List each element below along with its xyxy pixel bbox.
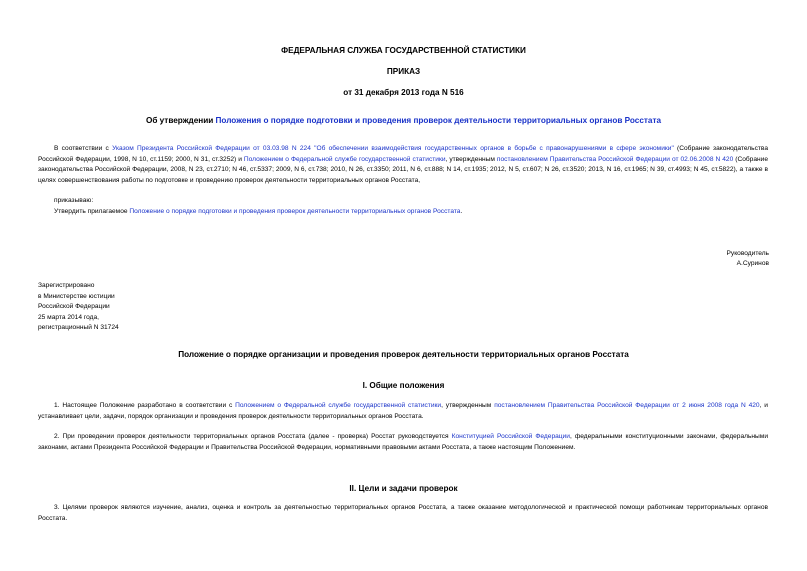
registration-line: в Министерстве юстиции [38, 292, 115, 300]
constitution-link[interactable]: Конституцией Российской Федерации [451, 433, 570, 440]
order-text-prefix: Утвердить прилагаемое [54, 208, 130, 215]
regulation-link[interactable]: Положения о порядке подготовки и проведения проверок деятельности территориальных органов Росстата [215, 116, 662, 125]
preamble-paragraph [38, 144, 768, 186]
registration-line: 25 марта 2014 года, [38, 313, 99, 321]
registration-block [38, 281, 119, 334]
clause-1-text-b: , утвержденным [441, 402, 495, 409]
order-verb: приказываю: [54, 197, 94, 204]
clause-3: 3. Целями проверок являются изучение, анализ, оценка и контроль за деятельностью территориальных органов Росстата, а также оказание методологической и практической помощи работникам территориальных органов Росстата. [38, 504, 768, 522]
signatory-name: А.Суринов [736, 260, 769, 267]
clause-1-statute-link[interactable]: Положением о Федеральной службе государственной статистики [235, 402, 442, 409]
agency-heading: ФЕДЕРАЛЬНАЯ СЛУЖБА ГОСУДАРСТВЕННОЙ СТАТИСТИКИ [281, 46, 526, 55]
approved-regulation-link[interactable]: Положение о порядке подготовки и проведения проверок деятельности территориальных органов Росстата [129, 208, 461, 215]
rosstat-statute-link[interactable]: Положением о Федеральной службе государственной статистики [243, 155, 446, 163]
order-subject [0, 116, 807, 125]
order-date-number: от 31 декабря 2013 года N 516 [343, 88, 464, 97]
presidential-decree-link[interactable]: Указом Президента Российской Федерации от 03.03.98 N 224 "Об обеспечении взаимодействия государственных органов в борьбе с правонарушениями в сфере экономики" [112, 145, 674, 152]
clause-1-resolution-link[interactable]: постановлением Правительства Российской Федерации от 2 июня 2008 года N 420 [494, 402, 760, 409]
section-1-title: I. Общие положения [362, 381, 445, 390]
registration-line: Российской Федерации [38, 303, 110, 311]
clause-1-text-a: 1. Настоящее Положение разработано в соответствии с [54, 402, 236, 409]
order-text-suffix: . [460, 208, 463, 215]
registration-line: Зарегистрировано [38, 282, 95, 289]
government-resolution-link[interactable]: постановлением Правительства Российской Федерации от 02.06.2008 N 420 [496, 155, 734, 163]
preamble-text-1: В соответствии с [54, 145, 113, 152]
clause-2-text-b: , федеральными конституционными законами, федеральными законами, актами Президента Российской Федерации и Правительства Российской Федерации, нормативными правовыми актами Росстата, а также настоящим Положением. [38, 433, 769, 451]
clause-2-text-a: 2. При проведении проверок деятельности территориальных органов Росстата (далее - проверка) Росстат руководствуется [54, 433, 452, 440]
preamble-text-3: , утвержденным [445, 155, 497, 163]
section-2-title: II. Цели и задачи проверок [349, 484, 458, 493]
registration-line: регистрационный N 31724 [38, 324, 119, 332]
order-subject-prefix: Об утверждении [145, 116, 216, 125]
signatory-title: Руководитель [726, 250, 769, 257]
preamble-text-2: (Собрание законодательства Российской Федерации, 1998, N 10, ст.1159; 2000, N 31, ст.3252) и [38, 145, 768, 163]
regulation-title: Положение о порядке организации и проведения проверок деятельности территориальных органов Росстата [178, 350, 629, 359]
order-type-heading: ПРИКАЗ [386, 67, 421, 76]
clause-1 [38, 401, 768, 422]
clause-1-text-c: , и устанавливает цели, задачи, порядок организации и проведения проверок деятельности территориальных органов Росстата. [38, 402, 768, 420]
clause-2 [38, 432, 768, 453]
order-text [54, 207, 462, 218]
preamble-text-4: (Собрание законодательства Российской Федерации, 2008, N 23, ст.2710; N 46, ст.5337; 2009, N 6, ст.738; 2010, N 26, ст.3350; 2011, N 6, ст.888; N 14, ст.1935; 2012, N 5, ст.607; N 26, ст.3520; 2013, N 16, ст.1965; N 39, ст.4993; N 45, ст.5822), а также в целях совершенствования работы по подготовке и проведению проверок деятельности территориальных органов Росстата, [38, 155, 768, 184]
